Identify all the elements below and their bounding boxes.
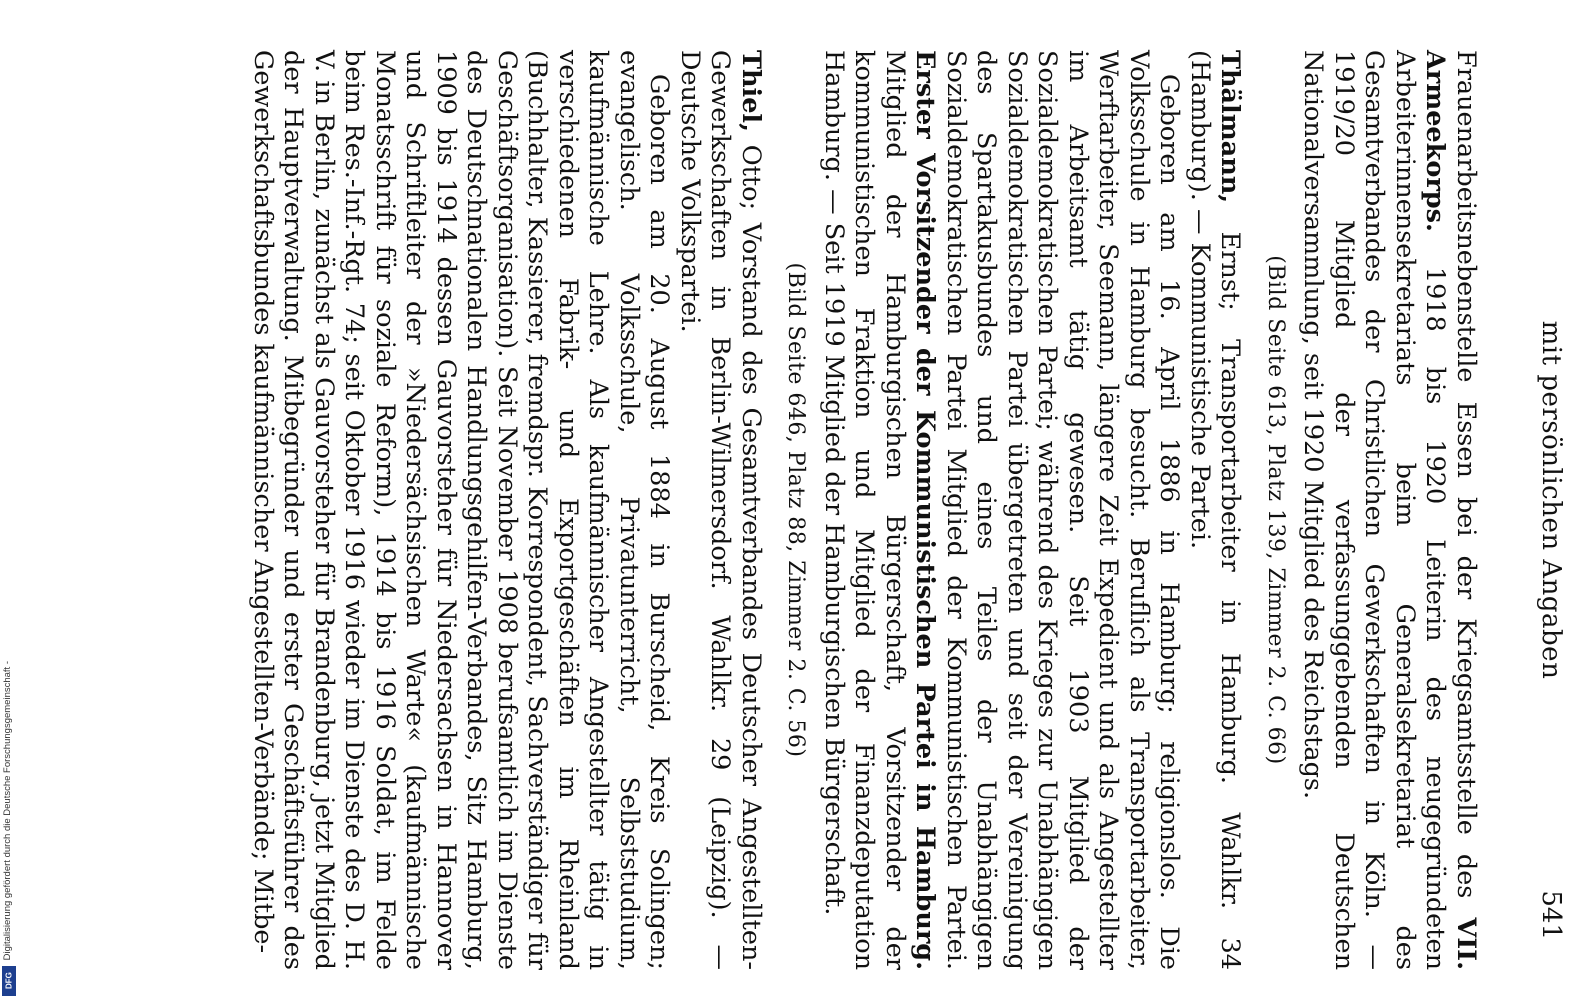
page-header (1526, 60, 1566, 940)
continued-entry: Frauenarbeitsnebenstelle Essen bei der Kriegsamtsstelle des VII. Armeekorps. 1918 bis 1920 Leiterin des neugegründeten Arbeiterinnensekretariats beim Generalsekretariat des Gesamtverbandes der Christlichen Gewerkschaften in Köln. — 1919/20 Mitglied der verfassunggebenden Deutschen Nationalversammlung, seit 1920 Mitglied des Reichstags. (1298, 50, 1481, 970)
funding-note: Digitalisierung gefördert durch die Deutsche Forschungsgemeinschaft - (2, 660, 13, 960)
dfg-logo: DFG (2, 966, 16, 996)
picture-reference: (Bild Seite 646, Platz 88, Zimmer 2. C. 56) (783, 262, 809, 758)
entry-body-thaelmann: Geboren am 16. April 1886 in Hamburg; religionslos. Die Volksschule in Hamburg besucht. Beruflich als Transportarbeiter, Werftarbeiter, Seemann, längere Zeit Expedient und als Angestellter im Arbeitsamt tätig gewesen. Seit 1903 Mitglied der Sozialdemokratischen Partei; während des Krieges zur Unabhängigen Sozialdemokratischen Partei übergetreten und seit der Vereinigung des Spartakusbundes und eines Teiles der Unabhängigen Sozialdemokratischen Partei Mitglied der Kommunistischen Partei. Erster Vorsitzender der Kommunistischen Partei in Hamburg. Mitglied der Hamburgischen Bürgerschaft, Vorsitzender der kommunistischen Fraktion und Mitglied der Finanzdeputation Hamburg. — Seit 1919 Mitglied der Hamburgischen Bürgerschaft. (819, 50, 1185, 970)
running-title: mit persönlichen Angaben (1536, 320, 1566, 680)
entry-name: Thälmann, (1215, 50, 1246, 204)
entry-name: Thiel, (736, 50, 766, 132)
page-number: 541 (1536, 890, 1566, 940)
entry-heading-thaelmann: Thälmann, Ernst; Transportarbeiter in Hamburg. Wahlkr. 34 (Hamburg). — Kommunistische Partei. (1185, 50, 1246, 970)
digitization-note (0, 0, 18, 1000)
entry-body-thiel: Geboren am 20. August 1884 in Burscheid, Kreis Solingen; evangelisch. Volksschule, Privatunterricht, Selbststudium, kaufmännische Lehre. Als kaufmännischer Angestellter tätig in verschiedenen Fabrik- und Exportgeschäften im Rheinland (Buchhalter, Kassierer, fremdspr. Korrespondent, Sachverständiger für Geschäftsorganisation). Seit November 1908 berufsamtlich im Dienste des Deutschnationalen Handlungsgehilfen-Verbandes, Sitz Hamburg, 1909 bis 1914 dessen Gauvorsteher für Niedersachsen in Hannover und Schriftleiter der »Niedersächsischen Warte« (kaufmännische Monatsschrift für soziale Reform), 1914 bis 1916 Soldat, im Felde beim Res.-Inf.-Rgt. 74; seit Oktober 1916 wieder im Dienste des D. H. V. in Berlin, zunächst als Gauvorsteher für Brandenburg, jetzt Mitglied der Hauptverwaltung. Mitbegründer und erster Geschäftsführer des Gewerkschaftsbundes kaufmännischer Angestellten-Verbände; Mitbe- (248, 50, 675, 970)
page-body (248, 50, 1482, 970)
entry-heading-thiel: Thiel, Otto; Vorstand des Gesamtverbandes Deutscher Angestellten-Gewerkschaften in Berlin-Wilmersdorf. Wahlkr. 29 (Leipzig). — Deutsche Volkspartei. (675, 50, 766, 970)
picture-reference: (Bild Seite 613, Platz 139, Zimmer 2. C. 66) (1263, 255, 1288, 765)
